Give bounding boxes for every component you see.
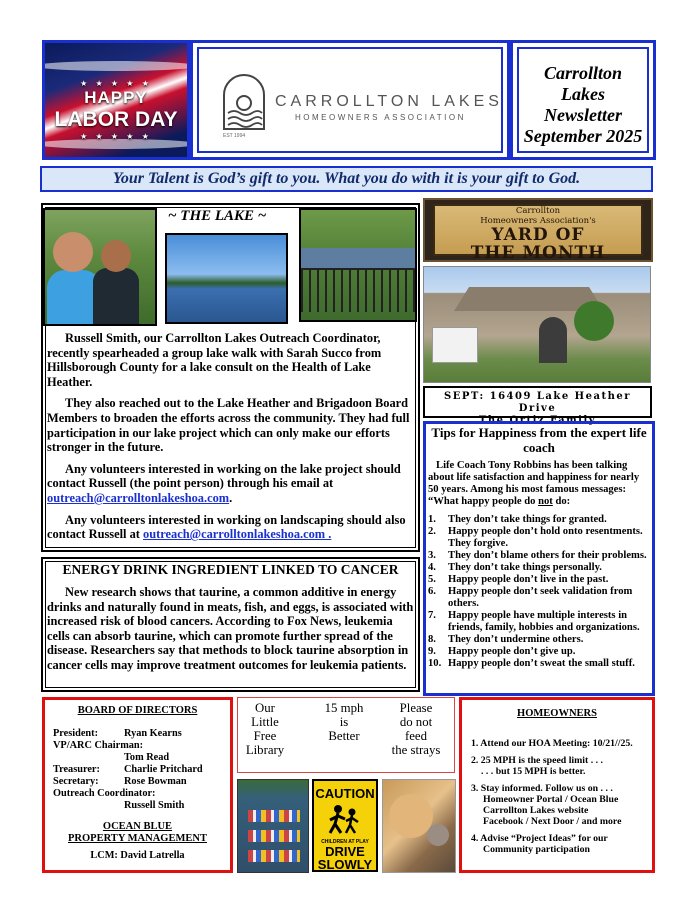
- hoa-logo-icon: [221, 73, 267, 131]
- homeowners-item-4b: Community participation: [483, 844, 590, 855]
- homeowners-item-3d: Facebook / Next Door / and more: [483, 816, 622, 827]
- outreach-email-link-2[interactable]: outreach@carrolltonlakeshoa.com .: [143, 527, 332, 542]
- happiness-tip-item: 5. Happy people don’t live in the past.: [428, 574, 609, 585]
- caution-sign: CAUTION CHILDREN AT PLAY DRIVE SLOWLY: [312, 779, 378, 872]
- happiness-tips-list: [428, 514, 652, 670]
- newsletter-title-line2: Lakes: [561, 84, 605, 104]
- outreach-name: Russell Smith: [124, 800, 185, 811]
- motto-banner: Your Talent is God’s gift to you. What you do with it is your gift to God.: [40, 166, 653, 192]
- secretary-name: Rose Bowman: [124, 776, 187, 787]
- dog-and-cat-photo: [382, 779, 456, 873]
- speed-text: 15 mph is Better: [324, 701, 364, 743]
- happiness-tip-item: 8. They don’t undermine others.: [428, 634, 584, 645]
- happiness-tip-item: 10. Happy people don’t sweat the small stuff.: [428, 658, 635, 669]
- labor-day-stars-bottom: ★ ★ ★ ★ ★: [80, 132, 152, 141]
- lcm-contact: LCM: David Latrella: [90, 850, 185, 861]
- hoa-subtitle: HOMEOWNERS ASSOCIATION: [295, 113, 466, 122]
- treasurer-name: Charlie Pritchard: [124, 764, 203, 775]
- homeowners-item-4: 4. Advise “Project Ideas” for our: [471, 833, 608, 844]
- lake-paragraph-3: Any volunteers interested in working on the lake project should contact Russell (the point person) through his email at outreach@carrolltonlakeshoa.com.: [47, 461, 401, 505]
- lake-fence-photo: [299, 208, 417, 322]
- president-name: Ryan Kearns: [124, 728, 182, 739]
- homeowners-item-3c: Carrollton Lakes website: [483, 805, 589, 816]
- labor-day-line2: LABOR DAY: [54, 108, 178, 131]
- newsletter-title-line4: September 2025: [523, 126, 643, 146]
- happiness-tip-item: 1. They don’t take things for granted.: [428, 514, 607, 525]
- outreach-label: Outreach Coordinator:: [53, 788, 156, 799]
- energy-drink-text: New research shows that taurine, a common additive in energy drinks and naturally found in meats, fish, and eggs, is associated with increased risk of blood cancers. According to Fox News, leukemia cells can absorb taurine, which can promote further spread of the disease. Researchers say that methods to block taurine absorption in cancer cells may improve treatment outcomes for leukemia patients.: [47, 585, 414, 672]
- lake-paragraph-4: Any volunteers interested in working on landscaping should also contact Russell at outreach@carrolltonlakeshoa.com .: [47, 512, 406, 542]
- treasurer-label: Treasurer:: [53, 764, 100, 775]
- strays-text: Please do not feed the strays: [391, 701, 441, 757]
- labor-day-stars: ★ ★ ★ ★ ★: [80, 79, 152, 88]
- secretary-label: Secretary:: [53, 776, 99, 787]
- board-heading: BOARD OF DIRECTORS: [77, 705, 198, 716]
- happiness-tip-item: 3. They don’t blame others for their problems.: [428, 550, 647, 561]
- lake-paragraph-1: Russell Smith, our Carrollton Lakes Outreach Coordinator, recently spearheaded a group lake walk with Sarah Succo from Hillsborough County for a lake consult on the Health of Lake Heather.: [47, 331, 382, 389]
- happiness-tip-item: 9. Happy people don’t give up.: [428, 646, 576, 657]
- energy-drink-heading: ENERGY DRINK INGREDIENT LINKED TO CANCER: [62, 562, 399, 577]
- lake-heading: ~ THE LAKE ~: [168, 208, 267, 224]
- outreach-email-link[interactable]: outreach@carrolltonlakeshoa.com: [47, 490, 230, 505]
- vp-name: Tom Read: [124, 752, 170, 763]
- lake-photo: [165, 233, 288, 324]
- lake-article-text: [47, 331, 417, 549]
- lake-paragraph-2: They also reached out to the Lake Heather and Brigadoon Board Members to broaden the efforts across the community. They had full participation in our lake project which can only make our efforts stronger in the future.: [47, 396, 410, 455]
- newsletter-title-line1: Carrollton: [543, 63, 623, 83]
- happiness-tips-heading: Tips for Happiness from the expert life coach: [431, 425, 647, 455]
- president-label: President:: [53, 728, 98, 739]
- lake-walk-photo: [43, 208, 157, 326]
- happiness-tips-intro: Life Coach Tony Robbins has been talking about life satisfaction and happiness for nearly 50 years. Among his most famous messages: “What happy people do not do:: [428, 460, 640, 507]
- homeowners-item-3b: Homeowner Portal / Ocean Blue: [483, 794, 619, 805]
- happiness-tip-item: 7. Happy people have multiple interests in friends, family, hobbies and organizations.: [428, 610, 640, 633]
- children-crossing-icon: [325, 804, 365, 834]
- labor-day-line1: HAPPY: [84, 88, 148, 107]
- vp-label: VP/ARC Chairman:: [53, 740, 144, 751]
- free-library-text: Our Little Free Library: [245, 701, 285, 757]
- yard-address: SEPT: 16409 Lake Heather Drive: [444, 391, 631, 414]
- happiness-tip-item: 6. Happy people don’t seek validation from others.: [428, 586, 633, 609]
- hoa-logo-panel: [190, 40, 510, 160]
- hoa-established: EST 1994: [223, 133, 246, 139]
- happiness-tip-item: 2. Happy people don’t hold onto resentments. They forgive.: [428, 526, 643, 549]
- newsletter-title-line3: Newsletter: [544, 105, 622, 125]
- yard-of-month-caption: [423, 386, 652, 426]
- newsletter-title-panel: [510, 40, 656, 160]
- yard-family: The Ortiz Family: [478, 415, 597, 426]
- management-company: OCEAN BLUE PROPERTY MANAGEMENT: [68, 821, 207, 844]
- hoa-name: CARROLLTON LAKES: [275, 93, 503, 110]
- homeowners-item-2: 2. 25 MPH is the speed limit . . .: [471, 755, 603, 766]
- homeowners-item-1: 1. Attend our HOA Meeting: 10/21//25.: [471, 738, 633, 749]
- free-library-photo: [237, 779, 309, 873]
- yard-of-month-sign: Carrollton Homeowners Association's YARD OF THE MONTH: [423, 198, 653, 262]
- homeowners-item-2b: . . . but 15 MPH is better.: [481, 766, 586, 777]
- labor-day-graphic: [42, 40, 190, 160]
- homeowners-item-3: 3. Stay informed. Follow us on . . .: [471, 783, 613, 794]
- yard-of-month-house-photo: [423, 266, 651, 383]
- happiness-tip-item: 4. They don’t take things personally.: [428, 562, 602, 573]
- homeowners-heading: HOMEOWNERS: [517, 708, 597, 719]
